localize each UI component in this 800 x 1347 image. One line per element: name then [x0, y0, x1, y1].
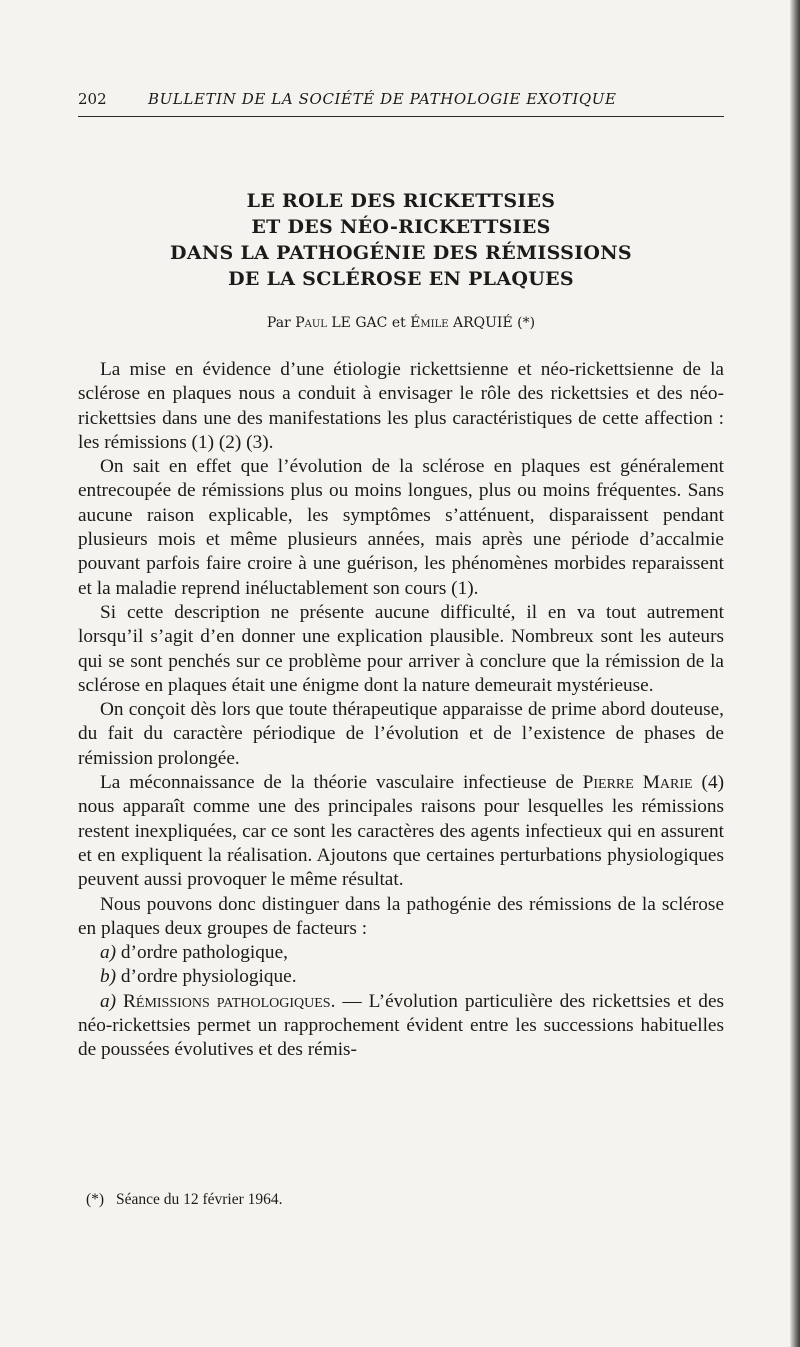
title-line-1: LE ROLE DES RICKETTSIES	[246, 190, 556, 212]
title-line-2: ET DES NÉO-RICKETTSIES	[251, 216, 551, 238]
footnote-marker: (*)	[517, 315, 536, 331]
paragraph-5-end: (4) nous apparaît comme une des principales raisons pour lesquelles les rémissions restent inexpliquées, car ce sont les caractères des agents infectieux qui en assurent et en expliquent la réalisation. Ajoutons que certaines perturbations physiologiques peuvent aussi provoquer le même résultat.	[78, 772, 725, 891]
paragraph-5	[78, 771, 724, 892]
section-label: a)	[100, 990, 117, 1012]
footnote	[78, 1190, 724, 1210]
author1-first-name: Paul	[295, 315, 327, 331]
page-edge-shadow	[790, 0, 800, 1347]
paragraph-5-start: La méconnaissance de la théorie vasculaire infectieuse de	[100, 772, 574, 794]
title-line-4: DE LA SCLÉROSE EN PLAQUES	[228, 268, 574, 290]
list-item-b-label: b)	[100, 966, 117, 988]
footnote-mark: (*)	[86, 1191, 105, 1208]
article-body	[78, 358, 724, 1063]
paragraph-1: La mise en évidence d’une étiologie rickettsienne et néo-rickettsienne de la sclérose en plaques nous a conduit à envisager le rôle des rickettsies et des néo-rickettsies dans une des manifestations les plus caractéristiques de cette affection : les rémissions (1) (2) (3).	[78, 359, 724, 453]
list-item-a	[78, 941, 724, 965]
list-item-b	[78, 965, 724, 989]
section-heading: Rémissions pathologiques.	[123, 990, 336, 1012]
page-number: 202	[78, 90, 107, 108]
and-label: et	[391, 315, 406, 331]
running-title: BULLETIN DE LA SOCIÉTÉ DE PATHOLOGIE EXOTIQUE	[148, 90, 617, 108]
article-title	[78, 188, 724, 292]
paragraph-3: Si cette description ne présente aucune difficulté, il en va tout autrement lorsqu’il s’agit d’en donner une explication plausible. Nombreux sont les auteurs qui se sont penchés sur ce problème pour arriver à conclure que la rémission de la sclérose en plaques était une énigme dont la nature demeurait mystérieuse.	[78, 601, 724, 696]
paragraph-7-text: — L’évolution particulière des rickettsies et des néo-rickettsies permet un rapprochement évident entre les successions habituelles de poussées évolutives et des rémis-	[78, 990, 724, 1061]
author-line	[78, 313, 724, 333]
paragraph-4: On conçoit dès lors que toute thérapeutique apparaisse de prime abord douteuse, du fait du caractère périodique de l’évolution et de l’existence de phases de rémission prolongée.	[78, 699, 724, 769]
author2-first-name: Émile	[410, 315, 449, 331]
paragraph-2: On sait en effet que l’évolution de la sclérose en plaques est généralement entrecoupée de rémissions plus ou moins longues, plus ou moins fréquentes. Sans aucune raison explicable, les symptômes s’atténuent, disparaissent pendant plusieurs mois et même plusieurs années, mais après une période d’accalmie pouvant parfois faire croire à une guérison, les phénomènes morbides reparaissent et la maladie reprend inéluctablement son cours (1).	[78, 456, 724, 599]
cited-author-name: Pierre Marie	[582, 772, 693, 794]
paragraph-6: Nous pouvons donc distinguer dans la pathogénie des rémissions de la sclérose en plaques deux groupes de facteurs :	[78, 893, 724, 939]
running-header	[78, 88, 724, 117]
author2-last-name: ARQUIÉ	[453, 315, 513, 331]
author1-last-name: LE GAC	[331, 315, 388, 331]
by-label: Par	[266, 315, 291, 331]
paragraph-7	[78, 990, 724, 1063]
footnote-text: Séance du 12 février 1964.	[115, 1191, 283, 1208]
title-line-3: DANS LA PATHOGÉNIE DES RÉMISSIONS	[170, 242, 632, 264]
list-item-a-label: a)	[100, 942, 117, 964]
list-item-b-text: d’ordre physiologique.	[120, 966, 297, 988]
list-item-a-text: d’ordre pathologique,	[120, 942, 288, 964]
